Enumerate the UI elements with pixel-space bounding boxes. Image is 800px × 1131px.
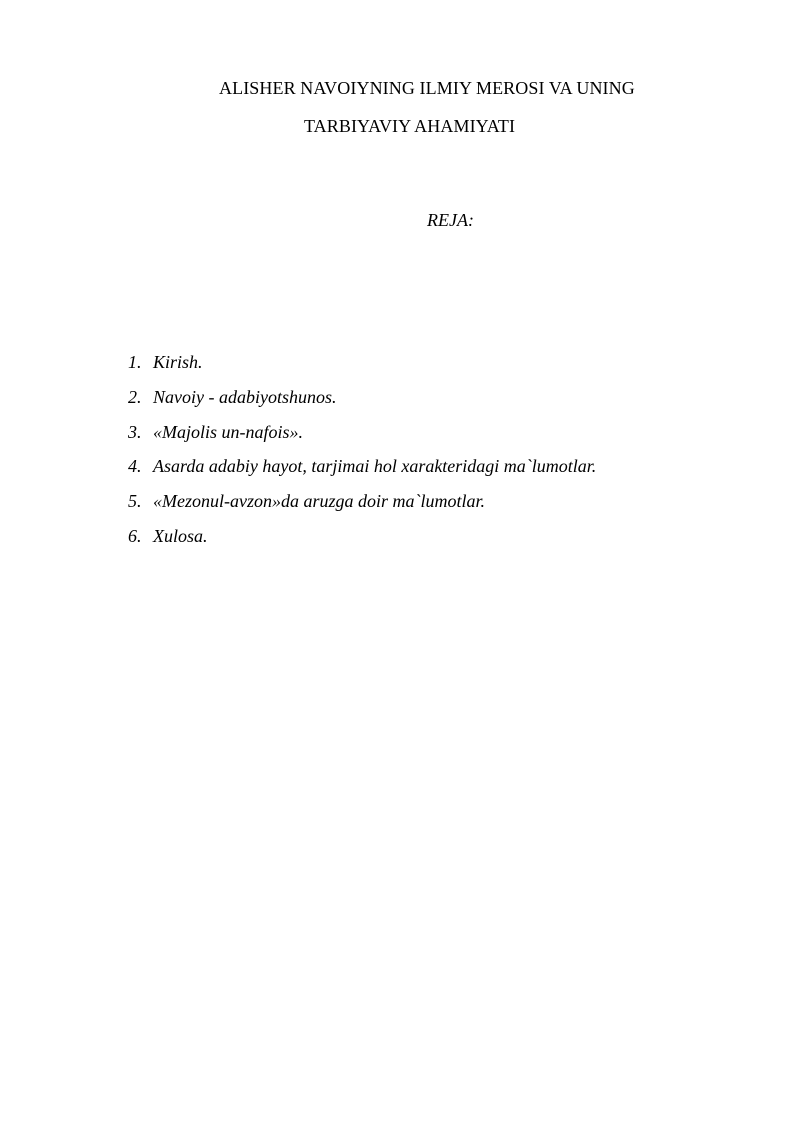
plan-item-number: 2. [128, 386, 142, 407]
plan-item-2 [128, 386, 596, 421]
plan-item-5 [128, 490, 596, 525]
plan-list [128, 351, 596, 560]
document-title-line-1: ALISHER NAVOIYNING ILMIY MEROSI VA UNING [219, 78, 635, 98]
plan-item-text: «Majolis un-nafois». [153, 421, 304, 442]
plan-item-1 [128, 351, 596, 386]
plan-item-text: «Mezonul-avzon»da aruzga doir ma`lumotlar. [153, 491, 485, 512]
plan-item-number: 5. [128, 491, 142, 512]
plan-item-number: 6. [128, 525, 142, 546]
plan-item-number: 1. [128, 352, 142, 372]
plan-item-text: Asarda adabiy hayot, tarjimai hol xarakteridagi ma`lumotlar. [153, 456, 597, 477]
plan-item-text: Xulosa. [153, 525, 208, 546]
plan-item-number: 4. [128, 456, 142, 477]
document-title-line-2: TARBIYAVIY AHAMIYATI [304, 116, 516, 136]
plan-item-4 [128, 455, 596, 490]
plan-item-3 [128, 421, 596, 456]
plan-item-number: 3. [128, 421, 142, 442]
plan-heading: REJA: [427, 210, 474, 230]
plan-item-text: Kirish. [153, 352, 203, 372]
plan-item-6 [128, 525, 596, 560]
plan-item-text: Navoiy - adabiyotshunos. [153, 386, 337, 407]
